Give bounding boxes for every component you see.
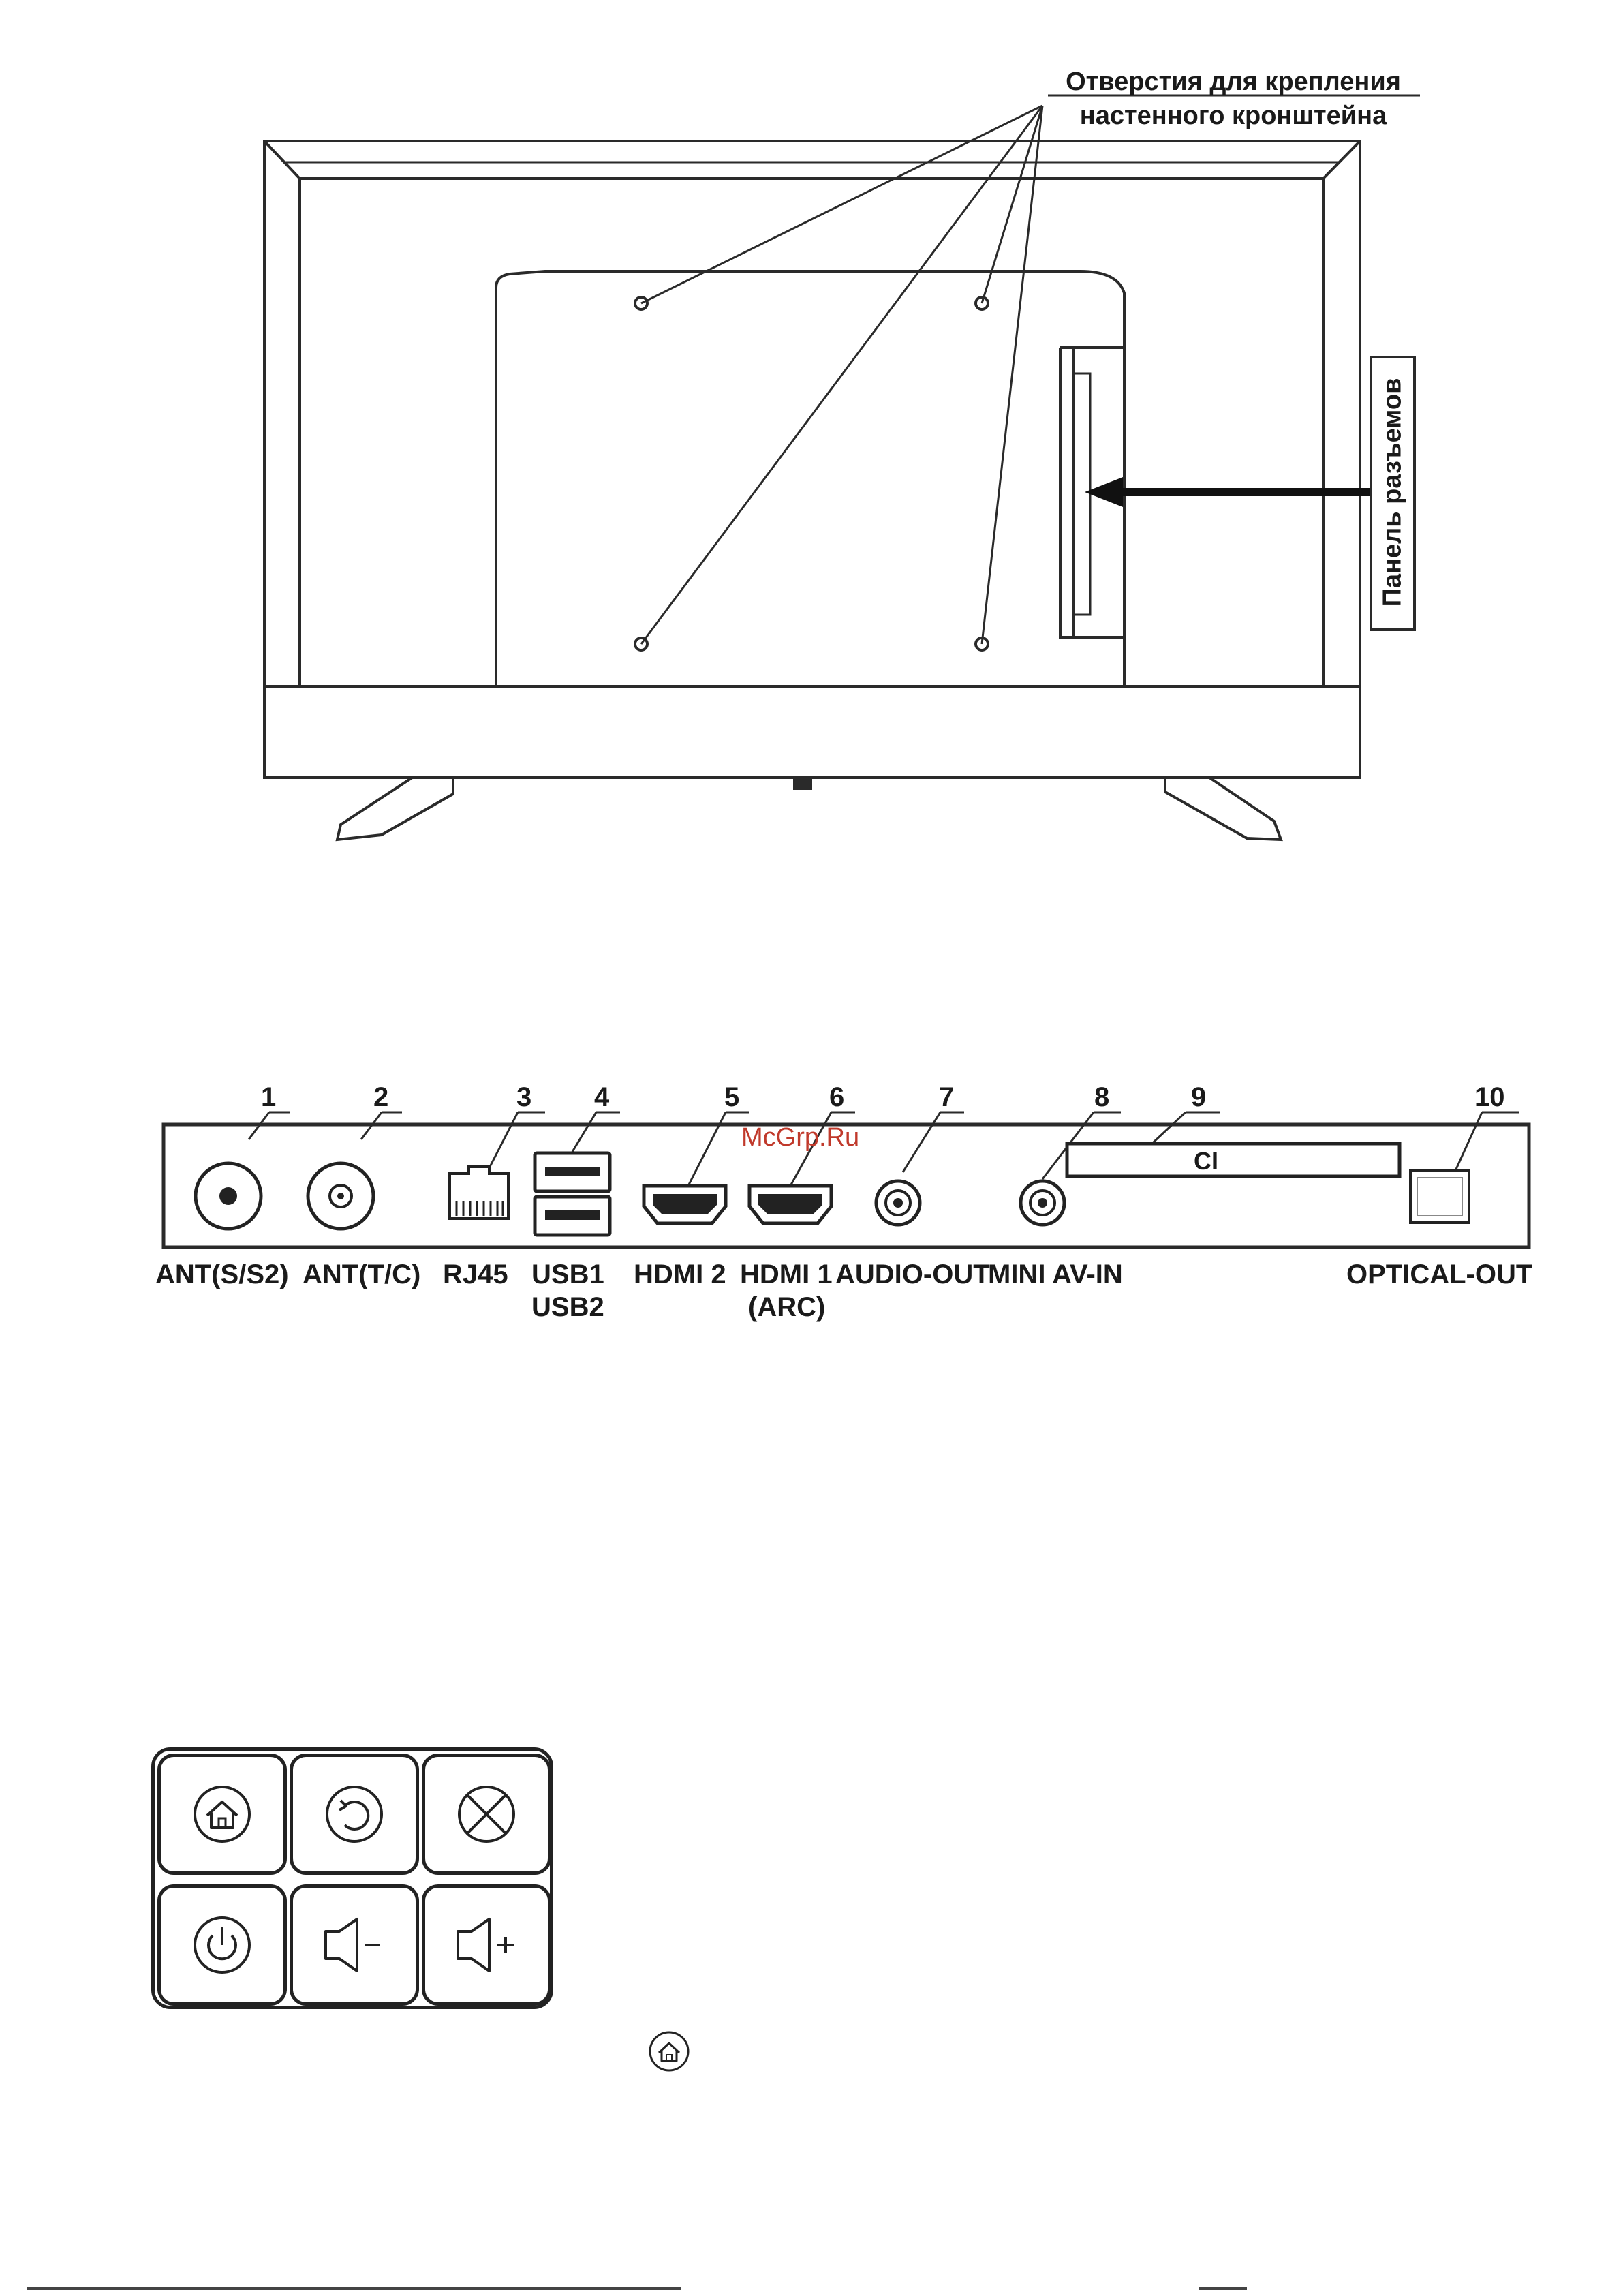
connector-number-8: 8 — [1094, 1082, 1110, 1112]
label-arc: (ARC) — [748, 1292, 826, 1322]
connector-number-3: 3 — [516, 1082, 532, 1112]
bottom-rule-right — [1199, 2287, 1247, 2290]
optical-connector — [1410, 1171, 1469, 1223]
volume-up-button[interactable] — [422, 1884, 551, 2006]
watermark: McGrp.Ru — [741, 1123, 860, 1152]
close-icon — [425, 1757, 548, 1871]
power-icon — [161, 1888, 283, 2002]
home-icon — [161, 1757, 283, 1871]
ci-label: CI — [1194, 1147, 1218, 1175]
label-hdmi2: HDMI 2 — [634, 1259, 726, 1289]
connector-number-1: 1 — [261, 1082, 277, 1112]
connector-panel-label-wrap — [1188, 378, 1597, 607]
connector-panel-label: Панель разъемов — [1378, 378, 1407, 607]
back-button[interactable] — [290, 1754, 419, 1875]
label-ant-t: ANT(T/C) — [303, 1259, 421, 1289]
keypad — [151, 1747, 553, 2009]
close-button[interactable] — [422, 1754, 551, 1875]
label-mini-av: MINI AV-IN — [988, 1259, 1123, 1289]
connector-number-2: 2 — [373, 1082, 389, 1112]
label-usb2: USB2 — [531, 1292, 604, 1322]
mount-holes-callout-line1: Отверстия для крепления — [1066, 67, 1401, 96]
bottom-rule-left — [27, 2287, 681, 2290]
volume-up-icon — [425, 1888, 548, 2002]
connector-number-6: 6 — [829, 1082, 845, 1112]
ci-slot — [1067, 1144, 1400, 1176]
connector-panel — [0, 1077, 1623, 1377]
connector-number-9: 9 — [1191, 1082, 1207, 1112]
ant-s-connector — [196, 1163, 261, 1229]
label-audio-out: AUDIO-OUT — [835, 1259, 990, 1289]
label-hdmi1: HDMI 1 — [740, 1259, 833, 1289]
home-button[interactable] — [157, 1754, 287, 1875]
power-button[interactable] — [157, 1884, 287, 2006]
label-optical: OPTICAL-OUT — [1346, 1259, 1533, 1289]
label-usb1: USB1 — [531, 1259, 604, 1289]
connector-number-5: 5 — [724, 1082, 740, 1112]
back-icon — [293, 1757, 416, 1871]
connector-number-4: 4 — [594, 1082, 610, 1112]
label-rj45: RJ45 — [443, 1259, 508, 1289]
mount-holes-callout-line2: настенного кронштейна — [1079, 102, 1387, 130]
home-icon — [647, 2030, 691, 2073]
label-ant-s: ANT(S/S2) — [155, 1259, 289, 1289]
volume-down-icon — [293, 1888, 416, 2002]
hdmi2-connector — [644, 1186, 726, 1223]
hdmi1-connector — [749, 1186, 831, 1223]
ant-t-connector — [308, 1163, 373, 1229]
connector-number-7: 7 — [939, 1082, 955, 1112]
volume-down-button[interactable] — [290, 1884, 419, 2006]
connector-number-10: 10 — [1474, 1082, 1505, 1112]
